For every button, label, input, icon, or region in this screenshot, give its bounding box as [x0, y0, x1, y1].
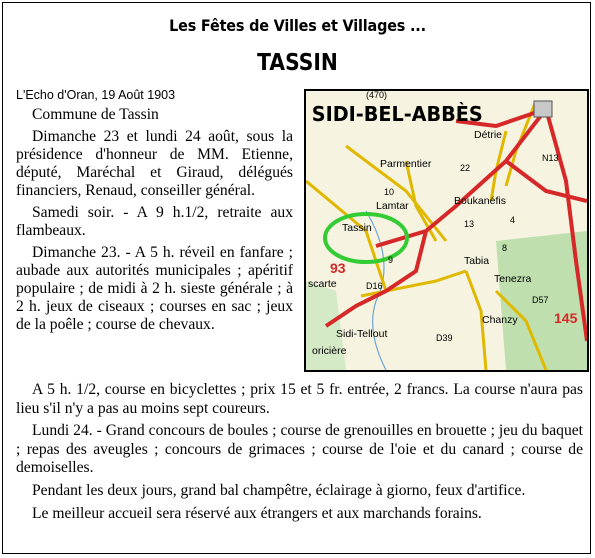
- map-city-label: SIDI-BEL-ABBÈS: [311, 102, 483, 127]
- map-road-label: 22: [460, 163, 471, 173]
- city-marker: [534, 101, 552, 117]
- map-road-label: N13: [542, 153, 559, 163]
- map-road-label: 4: [510, 215, 516, 225]
- map-place-label: oricière: [312, 345, 347, 357]
- source-citation: L'Echo d'Oran, 19 Août 1903: [16, 88, 176, 102]
- map-road-label: 8: [502, 243, 508, 253]
- article-column: [16, 106, 293, 338]
- full-paragraph: Lundi 24. - Grand concours de boules ; course de grenouilles en brouette ; jeu du baquet ; repas des aveugles ; concours de grimaces ; course de l'oie et du canard ; course de demoiselles.: [16, 422, 583, 477]
- article-frame: [2, 2, 591, 554]
- full-paragraph: A 5 h. 1/2, course en bicyclettes ; prix 15 et 5 fr. entrée, 2 francs. La course n'aura pas lieu s'il n'y a pas au moins sept coureurs.: [16, 381, 583, 417]
- map-road-label: D39: [436, 333, 453, 343]
- full-paragraph: Le meilleur accueil sera réservé aux étrangers et aux marchands forains.: [32, 504, 482, 522]
- article-body-full: [16, 381, 583, 527]
- map-road-label: (470): [366, 91, 388, 100]
- map-place-label: Détrie: [474, 129, 503, 141]
- full-paragraph: Pendant les deux jours, grand bal champêtre, éclairage à giorno, feux d'artifice.: [32, 481, 526, 499]
- town-title: TASSIN: [257, 50, 338, 76]
- map-road-label: 10: [384, 187, 395, 197]
- map-place-label: Parmentier: [380, 158, 432, 170]
- map-road-label: 13: [464, 219, 475, 229]
- map-place-label: Boukanéfis: [454, 195, 506, 207]
- column-paragraph: Dimanche 23. - A 5 h. réveil en fanfare ; aubade aux autorités municipales ; apéritif populaire ; de midi à 2 h. sieste générale ; à 2 h. jeux de ciseaux ; courses en sac ; jeux de la poêle ; course de chevaux.: [16, 244, 293, 333]
- map-road-label: 145: [554, 310, 578, 326]
- map-road-label: D57: [532, 295, 549, 305]
- column-paragraph: Commune de Tassin: [32, 106, 159, 123]
- map-road-label: D16: [366, 281, 383, 291]
- map-place-label: Sidi-Tellout: [336, 328, 388, 340]
- map-image: [304, 89, 589, 372]
- series-title: Les Fêtes de Villes et Villages ...: [169, 16, 426, 35]
- map-place-label: Chanzy: [482, 314, 518, 326]
- map-place-label: Tassin: [342, 222, 372, 234]
- column-paragraph: Samedi soir. - A 9 h.1/2, retraite aux flambeaux.: [16, 204, 293, 239]
- map-road-label: 9: [388, 255, 394, 265]
- map-place-label: scarte: [308, 278, 337, 290]
- column-paragraph: Dimanche 23 et lundi 24 août, sous la présidence d'honneur de MM. Etienne, député, Maréchal et Giraud, délégués financiers, Renaud, conseiller général.: [16, 128, 293, 199]
- map-place-label: Tabia: [464, 255, 490, 267]
- map-place-label: Tenezra: [494, 273, 532, 285]
- map-place-label: Lamtar: [376, 200, 409, 212]
- map-road-label: 93: [330, 260, 346, 276]
